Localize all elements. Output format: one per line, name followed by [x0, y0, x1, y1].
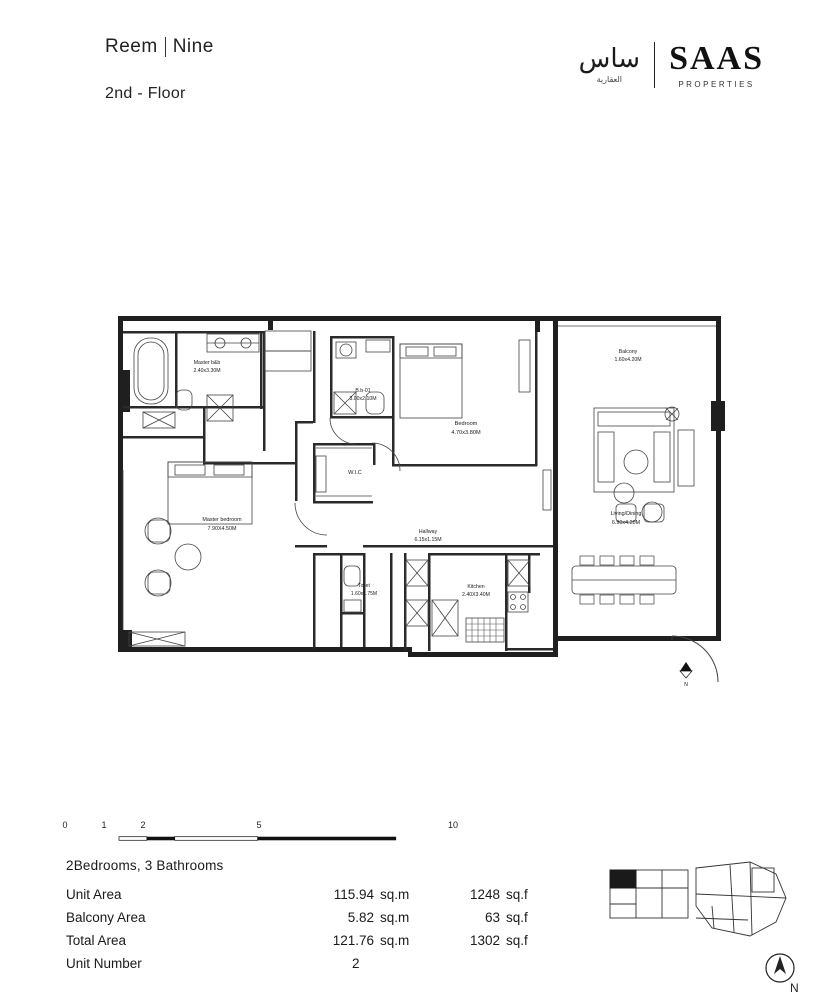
svg-text:N: N: [684, 682, 688, 688]
row-sqm-unit-area: 115.94: [333, 887, 374, 902]
table-row: [66, 929, 536, 952]
row-sqf-unit-label-1: sq.f: [506, 910, 528, 925]
room-label-7-name: Kitchen: [467, 584, 485, 590]
page-header: [0, 0, 826, 120]
scale-bar-graphic: [65, 836, 453, 841]
scale-tick-1: 1: [101, 820, 107, 830]
row-label-total-area: Total Area: [66, 933, 127, 948]
scale-bar-ticks: [62, 820, 460, 832]
developer-logo-name: SAAS: [669, 39, 764, 77]
developer-logo-subtitle: PROPERTIES: [678, 79, 755, 89]
compass-graphic: [762, 952, 798, 994]
developer-logo-arabic-sub: العقارية: [596, 75, 623, 84]
row-label-balcony-area: Balcony Area: [66, 910, 146, 925]
fixtures-linework: [123, 326, 718, 682]
project-logo: [105, 36, 214, 58]
room-label-3-name: W.I.C: [348, 470, 362, 476]
developer-logo-latin: [669, 39, 764, 89]
unit-area-table: [66, 883, 536, 975]
room-label-1-name: B.b-01: [355, 388, 371, 394]
room-label-9-dims: 6.90x4.20M: [611, 520, 641, 526]
project-logo-nine: Nine: [172, 36, 214, 57]
row-sqm-total-area: 121.76: [332, 933, 374, 948]
room-label-5-dims: 6.15x1.15M: [414, 537, 442, 543]
developer-logo-divider: [654, 42, 655, 88]
unit-summary: 2Bedrooms, 3 Bathrooms: [66, 858, 224, 873]
compass-label: N: [790, 981, 798, 994]
room-label-0-name: Master b&b: [193, 360, 221, 366]
room-label-6-name: Toilet: [358, 583, 370, 589]
table-row: [66, 906, 536, 929]
row-sqf-total-area: 1302: [469, 933, 500, 948]
room-label-4-dims: 7.90X4.50M: [207, 526, 237, 532]
floor-title: 2nd - Floor: [105, 85, 186, 102]
room-label-2-dims: 4.70x3.80M: [451, 430, 481, 436]
row-sqm-balcony-area: 5.82: [347, 910, 374, 925]
table-row: [66, 883, 536, 906]
floor-plan-drawing: [0, 280, 826, 700]
row-sqf-unit-label-2: sq.f: [506, 933, 528, 948]
scale-tick-2: 2: [140, 820, 146, 830]
row-sqm-unit-label-0: sq.m: [380, 887, 410, 902]
row-sqm-unit-label-2: sq.m: [380, 933, 410, 948]
developer-logo-arabic-main: ساس: [578, 44, 641, 74]
room-label-5-name: Hallway: [418, 529, 438, 535]
table-row: [66, 952, 536, 975]
unit-info-panel: [66, 858, 586, 975]
row-sqf-balcony-area: 63: [484, 910, 500, 925]
room-label-6-dims: 1.60x1.75M: [350, 591, 378, 597]
row-sqf-unit-area: 1248: [469, 887, 500, 902]
developer-logo-arabic: [579, 46, 640, 84]
room-label-9-name: Living/Dining: [610, 511, 642, 517]
room-label-1-dims: 3.00x2.10M: [349, 396, 377, 402]
developer-logo: [534, 34, 764, 96]
room-label-8-name: Balcony: [618, 349, 638, 355]
scale-tick-0: 0: [62, 820, 68, 830]
project-logo-divider: [165, 37, 166, 57]
room-label-8-dims: 1.60x4.20M: [614, 357, 642, 363]
floor-plan-container: [0, 280, 826, 700]
row-label-unit-area: Unit Area: [66, 887, 122, 902]
project-logo-reem: Reem: [105, 36, 158, 57]
room-label-0-dims: 2.40x3.30M: [193, 368, 221, 374]
row-sqf-unit-label-0: sq.f: [506, 887, 528, 902]
north-arrow-icon: [762, 952, 798, 992]
row-value-unit-number: 2: [352, 956, 360, 971]
scale-bar: [62, 820, 460, 850]
room-label-7-dims: 2.40X3.40M: [462, 592, 490, 598]
scale-tick-10: 10: [447, 820, 459, 830]
room-label-4-name: Master bedroom: [202, 517, 242, 523]
row-label-unit-number: Unit Number: [66, 956, 142, 971]
room-label-2-name: Bedroom: [454, 421, 478, 427]
scale-tick-5: 5: [256, 820, 262, 830]
row-sqm-unit-label-1: sq.m: [380, 910, 410, 925]
plan-north-arrow-icon: [680, 662, 692, 688]
walls-interior: [123, 331, 553, 651]
